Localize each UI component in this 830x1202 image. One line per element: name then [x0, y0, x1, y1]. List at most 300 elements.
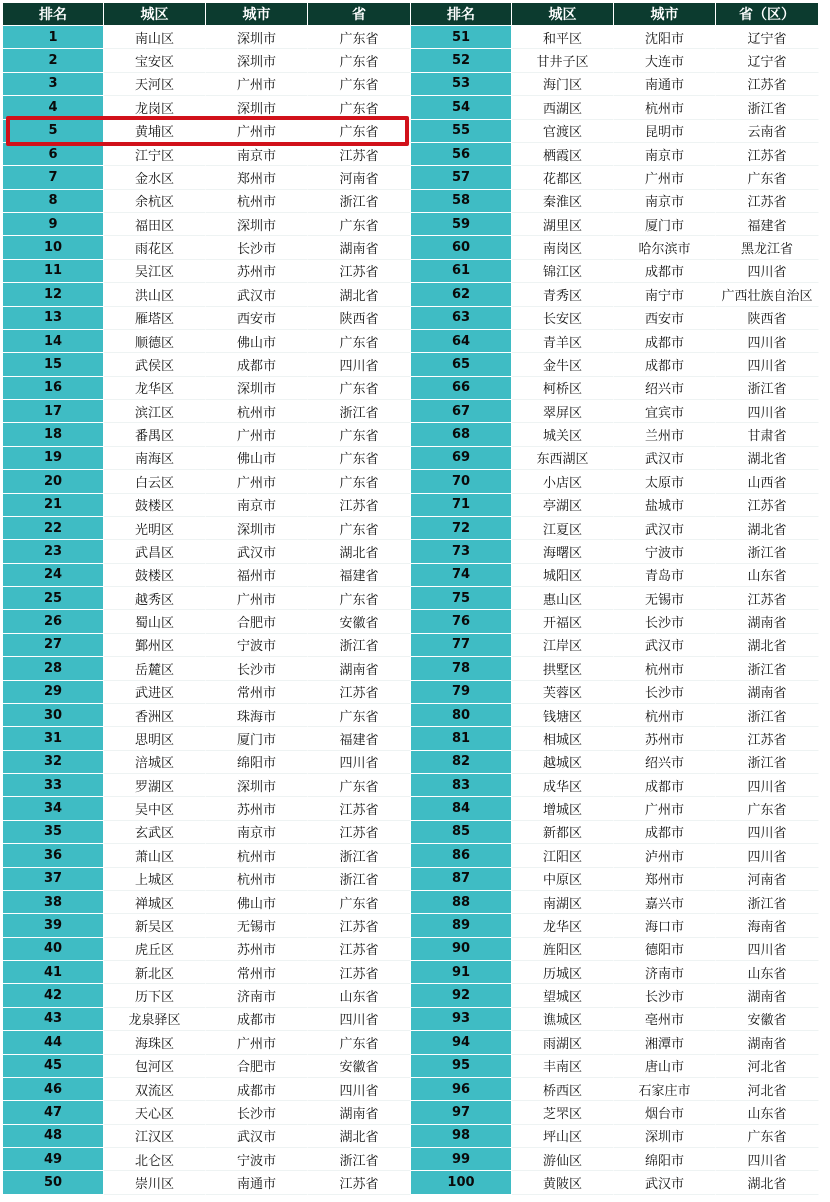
city-cell: 常州市 [206, 961, 308, 984]
province-cell: 四川省 [716, 821, 819, 844]
district-cell: 萧山区 [104, 844, 206, 867]
province-cell: 江苏省 [308, 821, 411, 844]
rank-cell: 78 [411, 657, 512, 680]
province-cell: 江苏省 [716, 143, 819, 166]
district-cell: 龙华区 [104, 377, 206, 400]
district-cell: 禅城区 [104, 891, 206, 914]
rank-cell: 69 [411, 447, 512, 470]
district-cell: 柯桥区 [512, 377, 614, 400]
province-cell: 广东省 [716, 166, 819, 189]
province-cell: 山西省 [716, 470, 819, 493]
city-cell: 绵阳市 [614, 1148, 716, 1171]
city-cell: 青岛市 [614, 564, 716, 587]
district-cell: 亭湖区 [512, 494, 614, 517]
city-cell: 太原市 [614, 470, 716, 493]
district-cell: 蜀山区 [104, 610, 206, 633]
city-cell: 厦门市 [206, 727, 308, 750]
district-cell: 北仑区 [104, 1148, 206, 1171]
district-cell: 南山区 [104, 26, 206, 49]
province-cell: 河南省 [716, 868, 819, 891]
province-cell: 江苏省 [308, 681, 411, 704]
rank-cell: 87 [411, 868, 512, 891]
province-cell: 海南省 [716, 914, 819, 937]
province-cell: 江苏省 [716, 494, 819, 517]
city-cell: 佛山市 [206, 330, 308, 353]
district-cell: 包河区 [104, 1055, 206, 1078]
province-cell: 福建省 [308, 727, 411, 750]
district-cell: 惠山区 [512, 587, 614, 610]
district-cell: 余杭区 [104, 190, 206, 213]
district-cell: 江汉区 [104, 1125, 206, 1148]
district-cell: 芙蓉区 [512, 681, 614, 704]
header-district-right: 城区 [512, 3, 614, 26]
city-cell: 无锡市 [614, 587, 716, 610]
district-cell: 花都区 [512, 166, 614, 189]
district-cell: 南海区 [104, 447, 206, 470]
district-cell: 武进区 [104, 681, 206, 704]
province-cell: 广东省 [308, 49, 411, 72]
rank-cell: 66 [411, 377, 512, 400]
province-cell: 浙江省 [716, 377, 819, 400]
province-cell: 云南省 [716, 120, 819, 143]
rank-cell: 83 [411, 774, 512, 797]
province-cell: 江苏省 [716, 727, 819, 750]
city-cell: 西安市 [206, 307, 308, 330]
rank-cell: 20 [3, 470, 104, 493]
city-cell: 深圳市 [206, 377, 308, 400]
city-cell: 南通市 [206, 1171, 308, 1194]
rank-cell: 100 [411, 1171, 512, 1194]
rank-cell: 37 [3, 868, 104, 891]
province-cell: 江苏省 [716, 190, 819, 213]
rank-cell: 81 [411, 727, 512, 750]
rank-cell: 94 [411, 1031, 512, 1054]
province-cell: 浙江省 [716, 704, 819, 727]
district-cell: 顺德区 [104, 330, 206, 353]
district-cell: 新北区 [104, 961, 206, 984]
district-cell: 锦江区 [512, 260, 614, 283]
province-cell: 四川省 [308, 353, 411, 376]
city-cell: 常州市 [206, 681, 308, 704]
district-cell: 天河区 [104, 73, 206, 96]
district-cell: 黄埔区 [104, 120, 206, 143]
district-cell: 中原区 [512, 868, 614, 891]
city-cell: 宜宾市 [614, 400, 716, 423]
province-cell: 浙江省 [308, 844, 411, 867]
district-cell: 洪山区 [104, 283, 206, 306]
province-cell: 辽宁省 [716, 49, 819, 72]
city-cell: 武汉市 [206, 1125, 308, 1148]
rank-cell: 47 [3, 1101, 104, 1124]
province-cell: 甘肃省 [716, 423, 819, 446]
province-cell: 广东省 [308, 26, 411, 49]
rank-cell: 60 [411, 236, 512, 259]
district-cell: 旌阳区 [512, 938, 614, 961]
province-cell: 四川省 [716, 938, 819, 961]
province-cell: 广东省 [308, 96, 411, 119]
province-cell: 湖南省 [716, 1031, 819, 1054]
district-cell: 历城区 [512, 961, 614, 984]
city-cell: 苏州市 [206, 938, 308, 961]
district-cell: 海门区 [512, 73, 614, 96]
rank-cell: 71 [411, 494, 512, 517]
district-cell: 历下区 [104, 984, 206, 1007]
city-cell: 长沙市 [206, 1101, 308, 1124]
province-cell: 湖南省 [308, 657, 411, 680]
province-cell: 浙江省 [308, 1148, 411, 1171]
rank-cell: 63 [411, 307, 512, 330]
district-cell: 鄞州区 [104, 634, 206, 657]
city-cell: 武汉市 [206, 283, 308, 306]
rank-cell: 43 [3, 1008, 104, 1031]
city-cell: 杭州市 [614, 96, 716, 119]
district-cell: 江阳区 [512, 844, 614, 867]
header-province-right: 省（区） [716, 3, 819, 26]
province-cell: 湖北省 [308, 283, 411, 306]
province-cell: 湖南省 [716, 610, 819, 633]
rank-cell: 38 [3, 891, 104, 914]
province-cell: 河南省 [308, 166, 411, 189]
city-cell: 杭州市 [206, 868, 308, 891]
city-cell: 珠海市 [206, 704, 308, 727]
province-cell: 辽宁省 [716, 26, 819, 49]
rank-cell: 46 [3, 1078, 104, 1101]
rank-cell: 39 [3, 914, 104, 937]
rank-cell: 2 [3, 49, 104, 72]
rank-cell: 13 [3, 307, 104, 330]
district-cell: 谯城区 [512, 1008, 614, 1031]
city-cell: 深圳市 [206, 774, 308, 797]
city-cell: 深圳市 [206, 213, 308, 236]
district-cell: 拱墅区 [512, 657, 614, 680]
district-cell: 越秀区 [104, 587, 206, 610]
rank-cell: 44 [3, 1031, 104, 1054]
rank-cell: 4 [3, 96, 104, 119]
rank-cell: 53 [411, 73, 512, 96]
district-cell: 龙泉驿区 [104, 1008, 206, 1031]
city-cell: 广州市 [206, 587, 308, 610]
rank-cell: 95 [411, 1055, 512, 1078]
city-cell: 盐城市 [614, 494, 716, 517]
province-cell: 广东省 [308, 470, 411, 493]
province-cell: 浙江省 [716, 540, 819, 563]
rank-cell: 77 [411, 634, 512, 657]
province-cell: 江苏省 [308, 260, 411, 283]
district-cell: 吴江区 [104, 260, 206, 283]
city-cell: 杭州市 [206, 844, 308, 867]
province-cell: 山东省 [716, 564, 819, 587]
district-cell: 江夏区 [512, 517, 614, 540]
city-cell: 成都市 [614, 260, 716, 283]
district-cell: 岳麓区 [104, 657, 206, 680]
province-cell: 湖南省 [308, 1101, 411, 1124]
province-cell: 江苏省 [308, 143, 411, 166]
district-cell: 虎丘区 [104, 938, 206, 961]
province-cell: 四川省 [716, 353, 819, 376]
province-cell: 湖南省 [308, 236, 411, 259]
city-cell: 长沙市 [206, 657, 308, 680]
district-cell: 涪城区 [104, 751, 206, 774]
city-cell: 成都市 [614, 774, 716, 797]
district-cell: 龙华区 [512, 914, 614, 937]
rank-cell: 67 [411, 400, 512, 423]
district-cell: 青秀区 [512, 283, 614, 306]
district-cell: 天心区 [104, 1101, 206, 1124]
city-cell: 成都市 [614, 330, 716, 353]
province-cell: 安徽省 [716, 1008, 819, 1031]
header-rank-left: 排名 [3, 3, 104, 26]
district-cell: 香洲区 [104, 704, 206, 727]
city-cell: 广州市 [206, 1031, 308, 1054]
province-cell: 广东省 [308, 73, 411, 96]
city-cell: 南通市 [614, 73, 716, 96]
city-cell: 昆明市 [614, 120, 716, 143]
city-cell: 广州市 [206, 470, 308, 493]
province-cell: 四川省 [716, 1148, 819, 1171]
city-cell: 南京市 [206, 143, 308, 166]
district-cell: 越城区 [512, 751, 614, 774]
province-cell: 四川省 [716, 400, 819, 423]
city-cell: 杭州市 [206, 190, 308, 213]
city-cell: 武汉市 [614, 1171, 716, 1194]
district-cell: 番禺区 [104, 423, 206, 446]
province-cell: 浙江省 [308, 400, 411, 423]
district-cell: 开福区 [512, 610, 614, 633]
rank-cell: 92 [411, 984, 512, 1007]
district-cell: 滨江区 [104, 400, 206, 423]
rank-cell: 6 [3, 143, 104, 166]
province-cell: 江苏省 [716, 73, 819, 96]
rank-cell: 8 [3, 190, 104, 213]
header-district-left: 城区 [104, 3, 206, 26]
province-cell: 江苏省 [308, 914, 411, 937]
district-cell: 钱塘区 [512, 704, 614, 727]
province-cell: 四川省 [716, 260, 819, 283]
rank-cell: 58 [411, 190, 512, 213]
province-cell: 江苏省 [308, 494, 411, 517]
city-cell: 苏州市 [206, 797, 308, 820]
header-city-left: 城市 [206, 3, 308, 26]
district-cell: 丰南区 [512, 1055, 614, 1078]
rank-cell: 3 [3, 73, 104, 96]
province-cell: 江苏省 [308, 797, 411, 820]
rank-cell: 11 [3, 260, 104, 283]
district-cell: 江岸区 [512, 634, 614, 657]
rank-cell: 62 [411, 283, 512, 306]
rank-cell: 41 [3, 961, 104, 984]
rank-cell: 10 [3, 236, 104, 259]
city-cell: 宁波市 [206, 634, 308, 657]
province-cell: 广东省 [308, 704, 411, 727]
city-cell: 宁波市 [614, 540, 716, 563]
district-cell: 湖里区 [512, 213, 614, 236]
rank-cell: 79 [411, 681, 512, 704]
rank-cell: 84 [411, 797, 512, 820]
province-cell: 广东省 [308, 213, 411, 236]
city-cell: 湘潭市 [614, 1031, 716, 1054]
province-cell: 湖北省 [716, 1171, 819, 1194]
city-cell: 杭州市 [206, 400, 308, 423]
district-cell: 和平区 [512, 26, 614, 49]
rank-cell: 29 [3, 681, 104, 704]
rank-cell: 31 [3, 727, 104, 750]
rank-cell: 15 [3, 353, 104, 376]
province-cell: 浙江省 [716, 657, 819, 680]
city-cell: 济南市 [614, 961, 716, 984]
rank-cell: 16 [3, 377, 104, 400]
district-cell: 吴中区 [104, 797, 206, 820]
city-cell: 广州市 [206, 423, 308, 446]
rank-cell: 17 [3, 400, 104, 423]
city-cell: 沈阳市 [614, 26, 716, 49]
city-cell: 南京市 [614, 190, 716, 213]
province-cell: 四川省 [308, 1078, 411, 1101]
province-cell: 广东省 [308, 1031, 411, 1054]
city-cell: 郑州市 [614, 868, 716, 891]
city-cell: 南京市 [614, 143, 716, 166]
province-cell: 福建省 [716, 213, 819, 236]
rank-cell: 32 [3, 751, 104, 774]
rank-cell: 68 [411, 423, 512, 446]
rank-cell: 51 [411, 26, 512, 49]
rank-cell: 49 [3, 1148, 104, 1171]
district-cell: 新吴区 [104, 914, 206, 937]
province-cell: 黑龙江省 [716, 236, 819, 259]
district-cell: 福田区 [104, 213, 206, 236]
district-cell: 武侯区 [104, 353, 206, 376]
province-cell: 湖北省 [716, 634, 819, 657]
rank-cell: 50 [3, 1171, 104, 1194]
rank-cell: 35 [3, 821, 104, 844]
header-province-left: 省 [308, 3, 411, 26]
city-cell: 泸州市 [614, 844, 716, 867]
district-cell: 上城区 [104, 868, 206, 891]
city-cell: 武汉市 [614, 447, 716, 470]
district-cell: 雨花区 [104, 236, 206, 259]
city-cell: 深圳市 [206, 49, 308, 72]
district-cell: 光明区 [104, 517, 206, 540]
city-cell: 亳州市 [614, 1008, 716, 1031]
district-cell: 南湖区 [512, 891, 614, 914]
province-cell: 河北省 [716, 1078, 819, 1101]
rank-cell: 19 [3, 447, 104, 470]
city-cell: 佛山市 [206, 447, 308, 470]
city-cell: 武汉市 [614, 517, 716, 540]
city-cell: 石家庄市 [614, 1078, 716, 1101]
district-cell: 西湖区 [512, 96, 614, 119]
city-cell: 长沙市 [614, 681, 716, 704]
district-cell: 雨湖区 [512, 1031, 614, 1054]
province-cell: 安徽省 [308, 610, 411, 633]
province-cell: 广西壮族自治区 [716, 283, 819, 306]
province-cell: 湖北省 [716, 447, 819, 470]
province-cell: 安徽省 [308, 1055, 411, 1078]
rank-cell: 93 [411, 1008, 512, 1031]
header-city-right: 城市 [614, 3, 716, 26]
province-cell: 广东省 [308, 587, 411, 610]
rank-cell: 96 [411, 1078, 512, 1101]
rank-cell: 48 [3, 1125, 104, 1148]
rank-cell: 59 [411, 213, 512, 236]
rank-cell: 54 [411, 96, 512, 119]
district-cell: 城阳区 [512, 564, 614, 587]
province-cell: 江苏省 [308, 938, 411, 961]
rank-cell: 24 [3, 564, 104, 587]
rank-cell: 34 [3, 797, 104, 820]
district-cell: 增城区 [512, 797, 614, 820]
province-cell: 浙江省 [308, 634, 411, 657]
city-cell: 烟台市 [614, 1101, 716, 1124]
rank-cell: 57 [411, 166, 512, 189]
city-cell: 苏州市 [614, 727, 716, 750]
district-ranking-table [3, 3, 827, 1195]
rank-cell: 52 [411, 49, 512, 72]
city-cell: 成都市 [206, 1008, 308, 1031]
city-cell: 广州市 [614, 797, 716, 820]
district-cell: 南岗区 [512, 236, 614, 259]
city-cell: 深圳市 [614, 1125, 716, 1148]
rank-cell: 5 [3, 120, 104, 143]
city-cell: 成都市 [614, 353, 716, 376]
province-cell: 河北省 [716, 1055, 819, 1078]
city-cell: 佛山市 [206, 891, 308, 914]
district-cell: 金牛区 [512, 353, 614, 376]
district-cell: 甘井子区 [512, 49, 614, 72]
city-cell: 苏州市 [206, 260, 308, 283]
province-cell: 山东省 [308, 984, 411, 1007]
district-cell: 金水区 [104, 166, 206, 189]
province-cell: 山东省 [716, 1101, 819, 1124]
city-cell: 长沙市 [614, 610, 716, 633]
city-cell: 兰州市 [614, 423, 716, 446]
rank-cell: 97 [411, 1101, 512, 1124]
district-cell: 雁塔区 [104, 307, 206, 330]
district-cell: 望城区 [512, 984, 614, 1007]
district-cell: 双流区 [104, 1078, 206, 1101]
city-cell: 长沙市 [614, 984, 716, 1007]
province-cell: 湖北省 [308, 540, 411, 563]
city-cell: 南京市 [206, 821, 308, 844]
district-cell: 罗湖区 [104, 774, 206, 797]
province-cell: 四川省 [308, 1008, 411, 1031]
rank-cell: 99 [411, 1148, 512, 1171]
district-cell: 小店区 [512, 470, 614, 493]
district-cell: 宝安区 [104, 49, 206, 72]
province-cell: 福建省 [308, 564, 411, 587]
rank-cell: 40 [3, 938, 104, 961]
city-cell: 南京市 [206, 494, 308, 517]
rank-cell: 89 [411, 914, 512, 937]
rank-cell: 76 [411, 610, 512, 633]
rank-cell: 74 [411, 564, 512, 587]
district-cell: 秦淮区 [512, 190, 614, 213]
district-cell: 白云区 [104, 470, 206, 493]
district-cell: 成华区 [512, 774, 614, 797]
province-cell: 湖北省 [716, 517, 819, 540]
rank-cell: 61 [411, 260, 512, 283]
city-cell: 广州市 [614, 166, 716, 189]
rank-cell: 55 [411, 120, 512, 143]
province-cell: 四川省 [308, 751, 411, 774]
province-cell: 广东省 [308, 891, 411, 914]
rank-cell: 1 [3, 26, 104, 49]
rank-cell: 14 [3, 330, 104, 353]
rank-cell: 98 [411, 1125, 512, 1148]
rank-cell: 80 [411, 704, 512, 727]
rank-cell: 56 [411, 143, 512, 166]
city-cell: 绍兴市 [614, 377, 716, 400]
city-cell: 福州市 [206, 564, 308, 587]
